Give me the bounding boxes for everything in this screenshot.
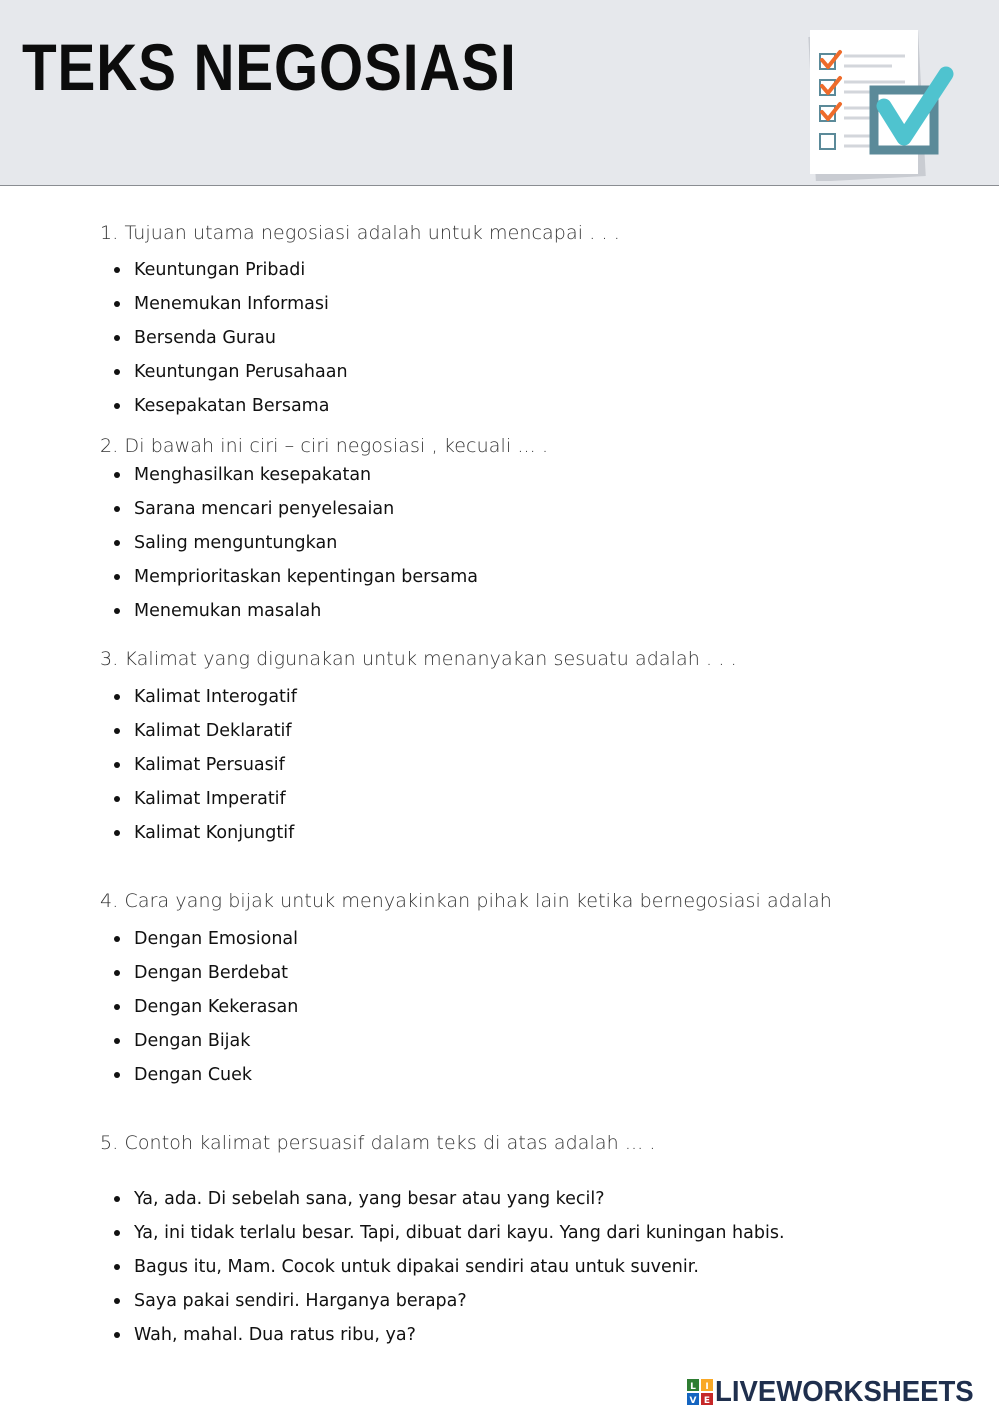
question-text: 3. Kalimat yang digunakan untuk menanyakan sesuatu adalah . . . <box>100 648 737 670</box>
options-list <box>100 1182 960 1352</box>
option-item[interactable]: Kalimat Persuasif <box>100 748 960 782</box>
option-item[interactable]: Keuntungan Pribadi <box>100 253 960 287</box>
option-item[interactable]: Kesepakatan Bersama <box>100 389 960 423</box>
liveworksheets-logo-icon <box>687 1379 713 1405</box>
option-item[interactable]: Menghasilkan kesepakatan <box>100 458 960 492</box>
option-item[interactable]: Bagus itu, Mam. Cocok untuk dipakai sendiri atau untuk suvenir. <box>100 1250 960 1284</box>
option-item[interactable]: Dengan Berdebat <box>100 956 960 990</box>
option-item[interactable]: Sarana mencari penyelesaian <box>100 492 960 526</box>
options-list <box>100 680 960 850</box>
question-text: 5. Contoh kalimat persuasif dalam teks di atas adalah ... . <box>100 1132 656 1154</box>
liveworksheets-logo <box>687 1375 987 1409</box>
option-item[interactable]: Dengan Cuek <box>100 1058 960 1092</box>
question-text: 2. Di bawah ini ciri – ciri negosiasi , kecuali ... . <box>100 435 549 457</box>
option-item[interactable]: Memprioritaskan kepentingan bersama <box>100 560 960 594</box>
logo-mark-letter: I <box>705 1382 709 1392</box>
options-list <box>100 922 960 1092</box>
question-1 <box>100 222 960 423</box>
option-item[interactable]: Ya, ini tidak terlalu besar. Tapi, dibuat dari kayu. Yang dari kuningan habis. <box>100 1216 960 1250</box>
options-list <box>100 253 960 423</box>
question-3 <box>100 648 960 850</box>
question-text: 1. Tujuan utama negosiasi adalah untuk mencapai . . . <box>100 222 620 244</box>
logo-text: LIVEWORKSHEETS <box>714 1375 974 1408</box>
option-item[interactable]: Dengan Bijak <box>100 1024 960 1058</box>
option-item[interactable]: Ya, ada. Di sebelah sana, yang besar atau yang kecil? <box>100 1182 960 1216</box>
logo-mark-letter: E <box>703 1396 710 1405</box>
option-item[interactable]: Kalimat Deklaratif <box>100 714 960 748</box>
option-item[interactable]: Dengan Emosional <box>100 922 960 956</box>
logo-mark-letter: L <box>689 1382 696 1392</box>
option-item[interactable]: Kalimat Imperatif <box>100 782 960 816</box>
option-item[interactable]: Kalimat Konjungtif <box>100 816 960 850</box>
option-item[interactable]: Menemukan Informasi <box>100 287 960 321</box>
options-list <box>100 458 960 628</box>
option-item[interactable]: Bersenda Gurau <box>100 321 960 355</box>
page-header <box>0 0 999 186</box>
option-item[interactable]: Menemukan masalah <box>100 594 960 628</box>
question-text: 4. Cara yang bijak untuk menyakinkan pihak lain ketika bernegosiasi adalah <box>100 890 832 912</box>
checklist-icon <box>800 26 955 181</box>
question-4 <box>100 890 960 1092</box>
page-title: TEKS NEGOSIASI <box>22 30 517 104</box>
option-item[interactable]: Saya pakai sendiri. Harganya berapa? <box>100 1284 960 1318</box>
logo-mark-letter: V <box>689 1396 697 1405</box>
option-item[interactable]: Wah, mahal. Dua ratus ribu, ya? <box>100 1318 960 1352</box>
question-5 <box>100 1132 960 1352</box>
question-2 <box>100 435 960 628</box>
option-item[interactable]: Keuntungan Perusahaan <box>100 355 960 389</box>
option-item[interactable]: Dengan Kekerasan <box>100 990 960 1024</box>
option-item[interactable]: Kalimat Interogatif <box>100 680 960 714</box>
option-item[interactable]: Saling menguntungkan <box>100 526 960 560</box>
